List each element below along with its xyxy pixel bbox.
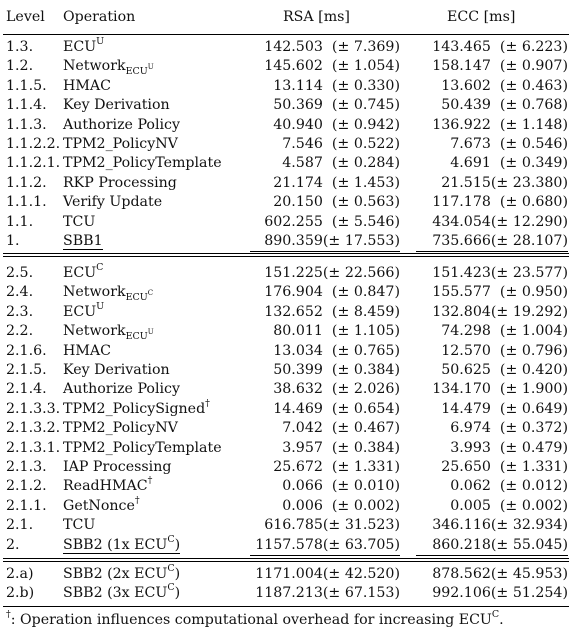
operation-cell [63, 397, 210, 419]
table-row [3, 77, 569, 96]
rsa-value: 21.174 (± 1.453) [273, 174, 400, 191]
subscript-text: ECU [125, 292, 148, 304]
rsa-value: 1187.213(± 67.153) [255, 585, 400, 602]
operation-subscript [125, 328, 154, 343]
ecc-value: 155.577 (± 0.950) [432, 284, 568, 301]
header-level: Level [6, 9, 45, 25]
level-cell: 1.3. [6, 39, 34, 55]
level-cell: 1.1.2.1. [6, 155, 61, 172]
operation-name: Network [63, 58, 126, 75]
table-row [3, 494, 569, 516]
table-row [3, 116, 569, 135]
operation-cell [63, 565, 180, 584]
operation-name: RKP Processing [63, 174, 177, 191]
footnote-text: : Operation influences computational overhead for increasing ECU [10, 612, 492, 628]
rsa-value: 145.602 (± 1.054) [264, 58, 400, 75]
operation-name: SBB2 (2x ECU [63, 566, 168, 582]
level-cell: 2.1.6. [6, 342, 47, 359]
level-cell: 1.1.4. [6, 97, 47, 114]
ecc-value: 434.054(± 12.290) [432, 213, 568, 230]
ecc-value: 0.005 (± 0.002) [450, 497, 568, 514]
operation-name: TPM2_PolicySigned [63, 400, 206, 417]
operation-cell [63, 380, 180, 399]
operation-superscript: C [96, 262, 104, 273]
operation-cell [63, 300, 105, 322]
operation-name: TCU [63, 517, 96, 534]
ecc-value: 25.650 (± 1.331) [441, 459, 568, 475]
table-row [3, 300, 569, 322]
operation-cell [63, 439, 222, 458]
operation-cell [63, 458, 171, 477]
operation-cell [63, 516, 95, 535]
level-cell: 2.1.5. [6, 362, 47, 378]
table-row [3, 397, 569, 419]
rsa-value: 1157.578(± 63.705) [250, 536, 400, 556]
table-row [3, 477, 569, 496]
operation-name: Authorize Policy [63, 381, 181, 398]
table-row [3, 439, 569, 458]
operation-name: IAP Processing [63, 459, 172, 475]
rsa-value: 20.150 (± 0.563) [273, 194, 400, 211]
operation-superscript: C [167, 563, 175, 574]
operation-name: SBB1 [63, 233, 103, 249]
rsa-value: 142.503 (± 7.369) [264, 39, 400, 55]
subscript-superscript: C [147, 289, 154, 298]
subscript-text: ECU [125, 331, 148, 343]
rsa-value: 4.587 (± 0.284) [282, 155, 400, 172]
operation-tail: ) [174, 585, 181, 602]
operation-superscript: U [96, 36, 105, 47]
operation-name: ECU [63, 303, 97, 320]
operation-cell [63, 213, 95, 232]
rsa-value: 0.066 (± 0.010) [282, 478, 400, 495]
table-row [3, 584, 569, 603]
operation-superscript: U [96, 300, 105, 312]
level-cell: 2.1.3. [6, 459, 47, 475]
rsa-value: 602.255 (± 5.546) [264, 213, 400, 230]
table-row [3, 213, 569, 232]
level-cell: 1.2. [6, 58, 34, 75]
level-cell: 2.b) [6, 585, 35, 602]
operation-name: TPM2_PolicyTemplate [63, 155, 222, 172]
ecc-value: 346.116(± 32.934) [432, 517, 568, 534]
rsa-value: 13.114 (± 0.330) [273, 77, 400, 94]
level-cell: 1.1. [6, 213, 34, 230]
operation-name: Network [63, 284, 126, 301]
footnote-end: . [499, 612, 504, 628]
operation-name: Verify Update [63, 194, 163, 211]
operation-cell [63, 494, 140, 516]
operation-name: TPM2_PolicyNV [63, 136, 178, 152]
level-cell: 1.1.5. [6, 77, 47, 94]
ecc-value: 132.804(± 19.292) [432, 303, 568, 320]
table-row [3, 565, 569, 584]
table-row [3, 264, 569, 283]
operation-cell [63, 116, 180, 135]
operation-cell [63, 77, 111, 96]
rsa-value: 890.359(± 17.553) [250, 232, 400, 252]
operation-superscript: † [134, 494, 140, 506]
operation-cell [63, 419, 178, 438]
operation-cell [63, 232, 103, 251]
bottom-rule [3, 606, 569, 607]
operation-name: Authorize Policy [63, 116, 181, 133]
operation-superscript: † [205, 397, 210, 409]
ecc-value: 4.691 (± 0.349) [450, 155, 568, 172]
level-cell: 2.2. [6, 323, 34, 340]
section-rule-1 [3, 253, 569, 254]
section-rule-1b [3, 256, 569, 257]
table-row [3, 458, 569, 477]
table-row [3, 380, 569, 399]
ecc-value: 151.423(± 23.577) [432, 265, 568, 281]
table-row [3, 322, 569, 341]
rsa-value: 14.469 (± 0.654) [273, 400, 400, 417]
rsa-value: 1171.004(± 42.520) [255, 566, 400, 582]
rsa-value: 50.369 (± 0.745) [273, 97, 400, 114]
operation-name: TCU [63, 213, 96, 230]
operation-cell [63, 322, 154, 341]
footnote [6, 609, 504, 628]
level-cell: 1. [6, 233, 20, 249]
operation-cell [63, 361, 170, 380]
ecc-value: 878.562(± 45.953) [432, 566, 568, 582]
level-cell: 2.a) [6, 566, 34, 582]
level-cell: 1.1.2. [6, 174, 47, 191]
header-rule [3, 34, 569, 35]
ecc-value: 992.106(± 51.254) [432, 585, 568, 602]
table-row [3, 361, 569, 380]
operation-superscript: C [167, 533, 175, 545]
table-header-row [3, 8, 569, 27]
header-ecc: ECC [ms] [447, 9, 516, 25]
footnote-sup: C [491, 609, 500, 620]
rsa-value: 7.546 (± 0.522) [282, 136, 400, 152]
rsa-value: 13.034 (± 0.765) [273, 342, 400, 359]
table-row [3, 57, 569, 76]
operation-cell [63, 174, 177, 193]
ecc-value: 860.218(± 55.045) [416, 536, 568, 556]
operation-name: GetNonce [63, 497, 135, 514]
ecc-value: 21.515(± 23.380) [441, 174, 568, 191]
operation-name: ECU [63, 265, 97, 281]
operation-name: SBB2 (1x ECU [63, 536, 168, 553]
rsa-value: 40.940 (± 0.942) [273, 116, 400, 133]
table-row [3, 533, 569, 555]
ecc-value: 143.465 (± 6.223) [432, 39, 568, 55]
operation-cell [63, 193, 162, 212]
level-cell: 1.1.1. [6, 194, 47, 211]
operation-superscript: † [147, 475, 153, 487]
level-cell: 2.1.3.1. [6, 439, 61, 456]
ecc-value: 74.298 (± 1.004) [441, 323, 568, 340]
ecc-value: 158.147 (± 0.907) [432, 58, 568, 75]
operation-cell [63, 584, 180, 603]
operation-cell [63, 135, 178, 154]
operation-cell [63, 38, 104, 57]
ecc-value: 12.570 (± 0.796) [441, 342, 568, 359]
rsa-value: 38.632 (± 2.026) [273, 381, 400, 398]
ecc-value: 7.673 (± 0.546) [450, 136, 568, 152]
table-row [3, 193, 569, 212]
rsa-value: 80.011 (± 1.105) [273, 323, 400, 340]
operation-name: ECU [63, 39, 97, 55]
operation-subscript [125, 289, 154, 304]
level-cell: 2.1.3.3. [6, 400, 61, 417]
level-cell: 2.1.4. [6, 381, 47, 398]
section-rule-2b [3, 561, 569, 562]
table-row [3, 38, 569, 57]
operation-name: TPM2_PolicyNV [63, 420, 178, 437]
level-cell: 1.1.3. [6, 116, 47, 133]
operation-name: HMAC [63, 342, 112, 359]
operation-cell [63, 477, 152, 496]
operation-cell [63, 283, 153, 302]
operation-cell [63, 96, 170, 115]
section-rule-2 [3, 558, 569, 559]
ecc-value: 50.625 (± 0.420) [441, 362, 568, 378]
level-cell: 2. [6, 536, 20, 553]
ecc-value: 3.993 (± 0.479) [450, 439, 568, 456]
subscript-superscript: U [147, 328, 154, 337]
operation-tail: ) [174, 566, 181, 582]
ecc-value: 6.974 (± 0.372) [450, 420, 568, 437]
level-cell: 2.1.1. [6, 497, 47, 514]
ecc-value: 50.439 (± 0.768) [441, 97, 568, 114]
level-cell: 2.4. [6, 284, 34, 301]
level-cell: 2.5. [6, 265, 34, 281]
level-cell: 2.1.2. [6, 478, 47, 495]
operation-cell [63, 533, 181, 555]
rsa-value: 0.006 (± 0.002) [282, 497, 400, 514]
header-rsa: RSA [ms] [283, 9, 350, 25]
subscript-text: ECU [125, 66, 148, 78]
operation-subscript [125, 63, 154, 78]
ecc-value: 136.922 (± 1.148) [432, 116, 568, 133]
rsa-value: 151.225(± 22.566) [264, 265, 400, 281]
rsa-value: 176.904 (± 0.847) [264, 284, 400, 301]
subscript-superscript: U [147, 63, 154, 72]
rsa-value: 50.399 (± 0.384) [273, 362, 400, 378]
ecc-value: 117.178 (± 0.680) [432, 194, 568, 211]
operation-tail: ) [174, 536, 181, 553]
operation-name: Key Derivation [63, 362, 170, 378]
operation-name: ReadHMAC [63, 478, 148, 495]
table-row [3, 283, 569, 302]
level-cell: 2.3. [6, 303, 34, 320]
operation-name: HMAC [63, 77, 112, 94]
rsa-value: 3.957 (± 0.384) [282, 439, 400, 456]
operation-cell [63, 154, 222, 173]
header-operation: Operation [63, 9, 136, 25]
level-cell: 2.1.3.2. [6, 420, 61, 437]
table-row [3, 135, 569, 154]
table-row [3, 232, 569, 251]
operation-name: TPM2_PolicyTemplate [63, 439, 222, 456]
table-row [3, 154, 569, 173]
ecc-value: 134.170 (± 1.900) [432, 381, 568, 398]
operation-cell [63, 264, 103, 283]
table-row [3, 342, 569, 361]
operation-cell [63, 342, 111, 361]
footnote-mark: † [6, 609, 11, 620]
table-row [3, 419, 569, 438]
ecc-value: 13.602 (± 0.463) [441, 77, 568, 94]
rsa-value: 132.652 (± 8.459) [264, 303, 400, 320]
ecc-value: 0.062 (± 0.012) [450, 478, 568, 495]
rsa-value: 25.672 (± 1.331) [273, 459, 400, 475]
table-row [3, 96, 569, 115]
operation-superscript: C [167, 582, 175, 594]
operation-name: SBB2 (3x ECU [63, 585, 168, 602]
ecc-value: 14.479 (± 0.649) [441, 400, 568, 417]
level-cell: 2.1. [6, 517, 34, 534]
table-row [3, 174, 569, 193]
operation-name: Key Derivation [63, 97, 170, 114]
operation-cell [63, 57, 154, 76]
ecc-value: 735.666(± 28.107) [416, 232, 568, 252]
rsa-value: 616.785(± 31.523) [264, 517, 400, 534]
operation-name: Network [63, 323, 126, 340]
level-cell: 1.1.2.2. [6, 136, 61, 152]
table-row [3, 516, 569, 535]
rsa-value: 7.042 (± 0.467) [282, 420, 400, 437]
